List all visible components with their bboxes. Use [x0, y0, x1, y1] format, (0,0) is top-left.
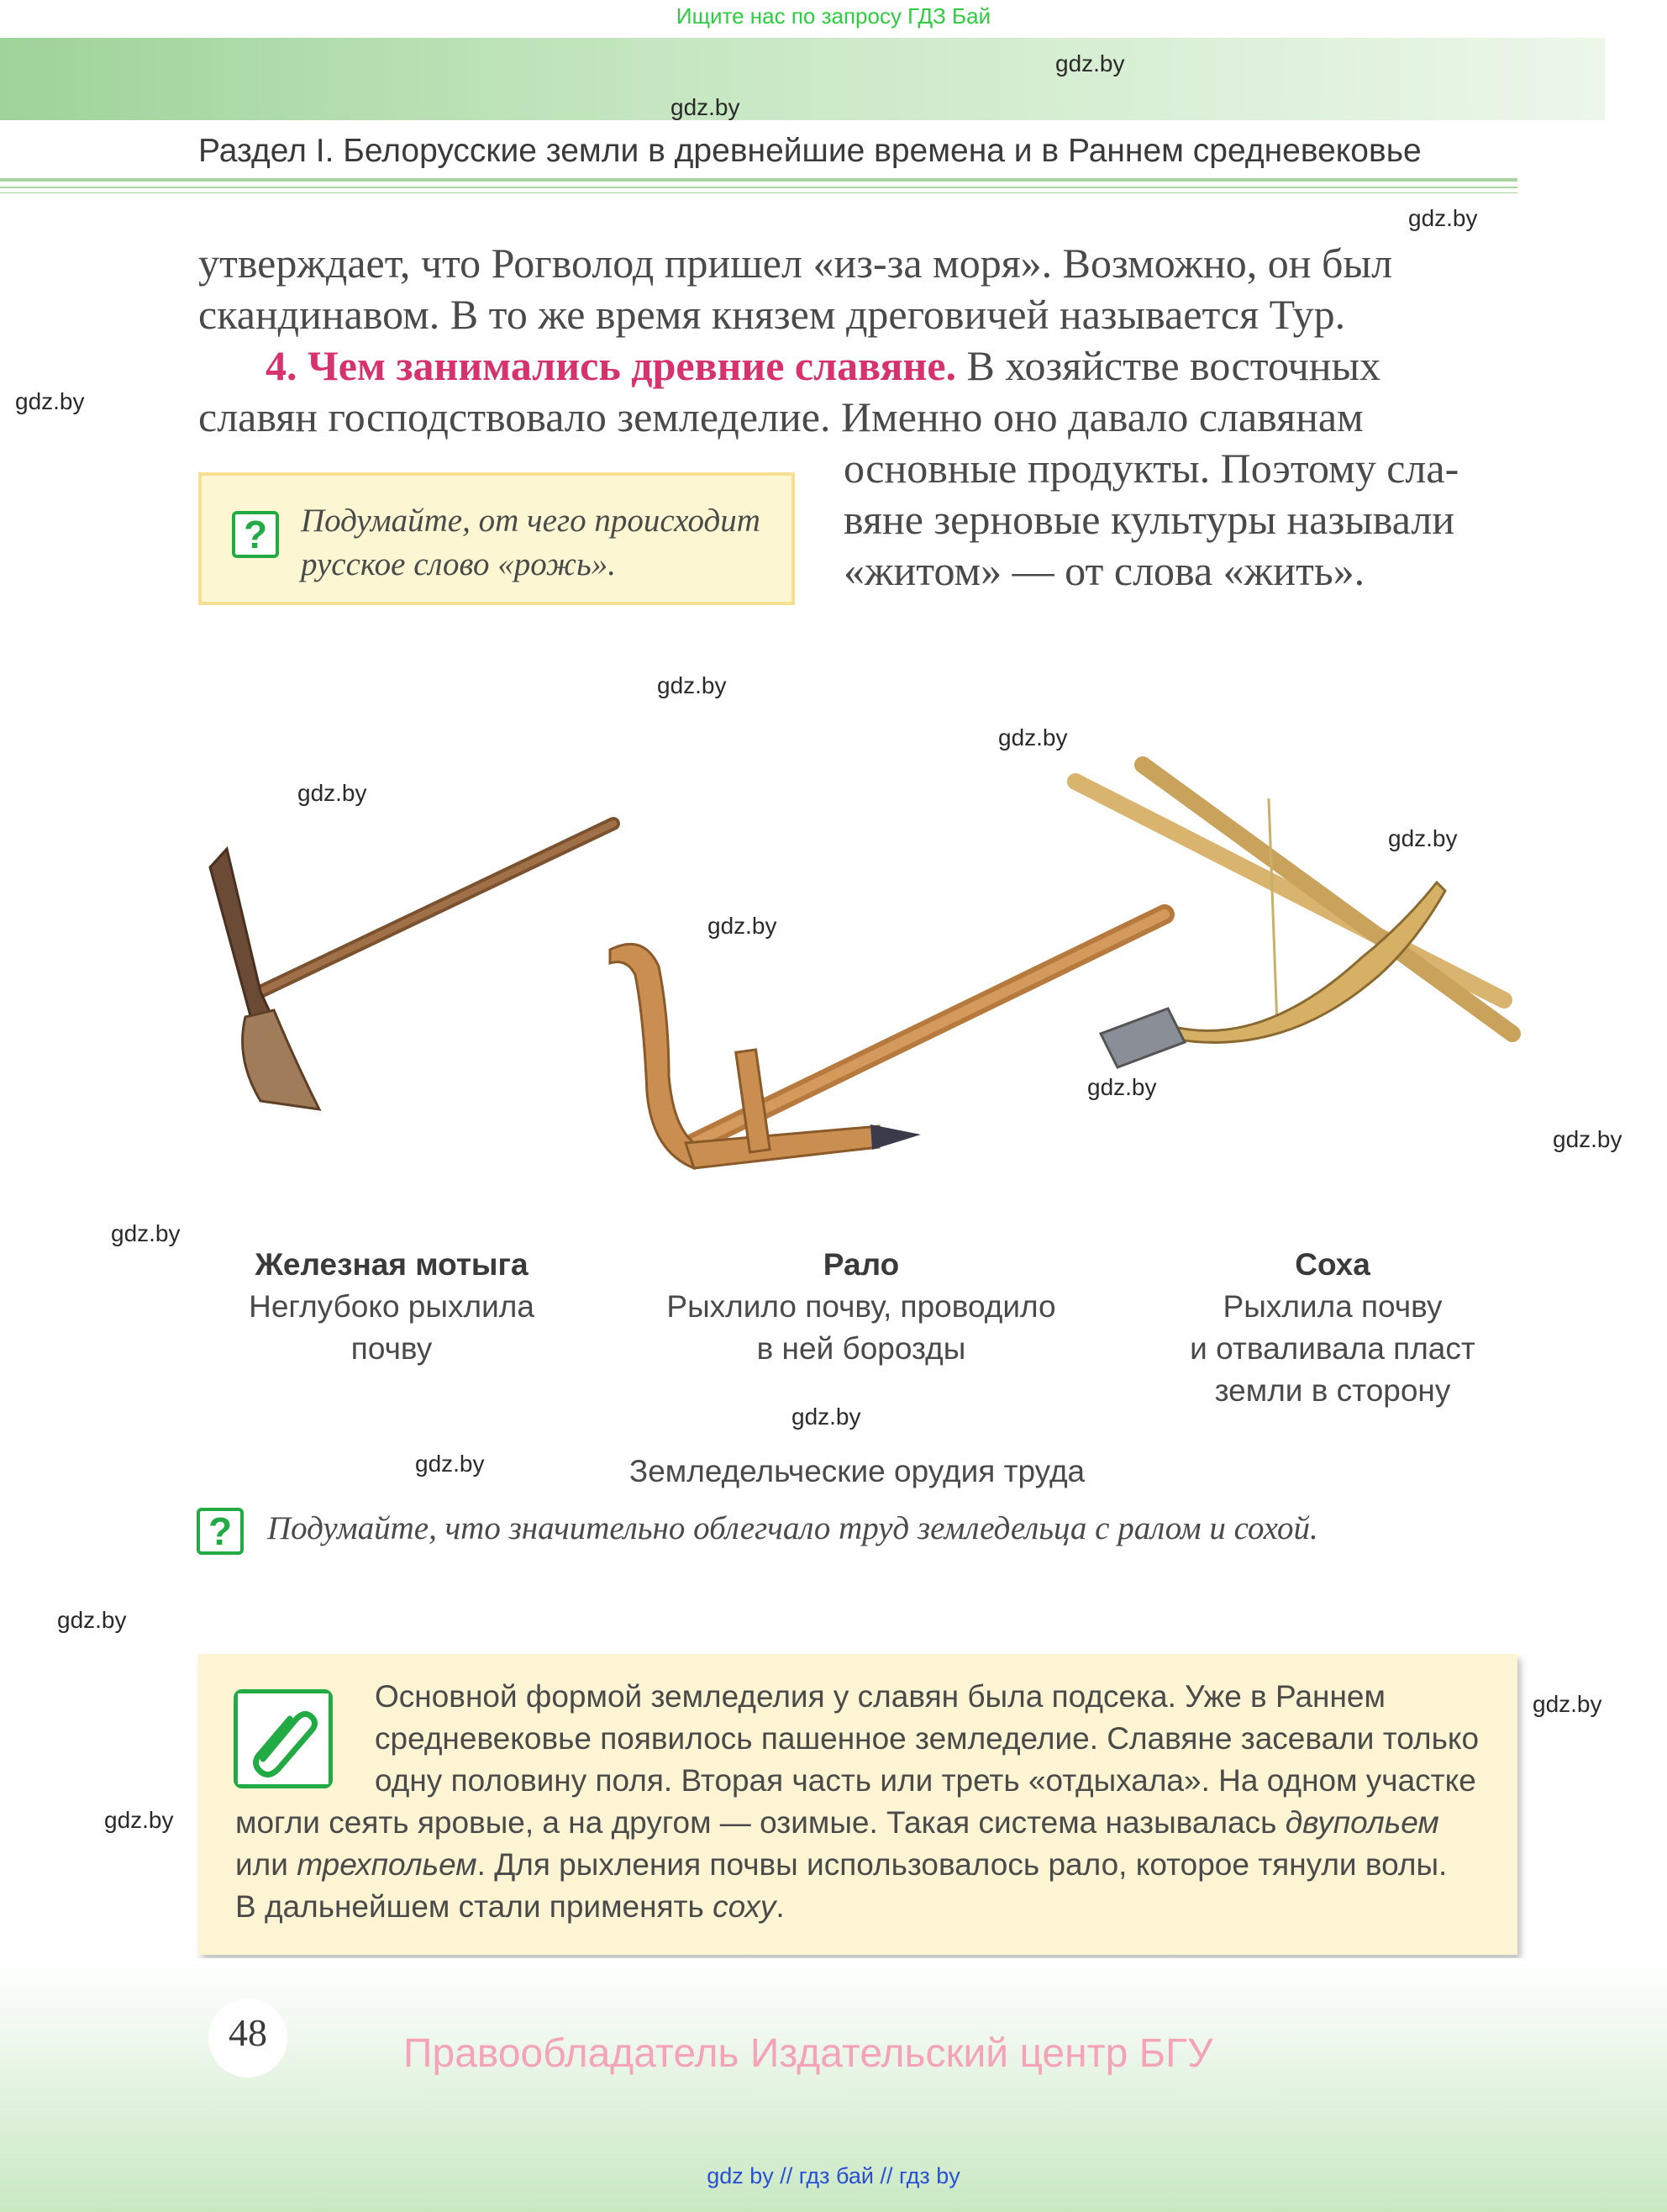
note-term: трехпольем — [297, 1847, 477, 1882]
tool-caption-hoe — [198, 1244, 585, 1370]
think-text — [301, 499, 760, 587]
note-text: . Для рыхления почвы использовалось рало, которое тянули волы. — [476, 1847, 1448, 1882]
watermark: gdz.by — [1533, 1691, 1602, 1717]
watermark: gdz.by — [1087, 1074, 1157, 1100]
watermark: gdz.by — [670, 94, 740, 120]
tool-name: Железная мотыга — [255, 1247, 528, 1282]
search-hint[interactable]: Ищите нас по запросу ГДЗ Бай — [676, 3, 991, 29]
watermark: gdz.by — [1388, 825, 1458, 851]
header-rule — [0, 192, 1517, 193]
watermark: gdz.by — [57, 1607, 127, 1633]
body-line: утверждает, что Рогволод пришел «из-за моря». Возможно, он был — [198, 240, 1393, 287]
tool-desc: Неглубоко рыхлила — [249, 1289, 534, 1324]
note-text: или — [235, 1847, 297, 1882]
tool-name: Рало — [823, 1247, 900, 1282]
watermark: gdz.by — [1553, 1126, 1622, 1152]
question-icon: ? — [197, 1508, 244, 1555]
tool-desc: Рыхлила почву — [1223, 1289, 1443, 1324]
watermark: gdz.by — [1408, 205, 1478, 231]
note-term: соху — [713, 1889, 776, 1924]
header-rule — [0, 178, 1517, 182]
figure-caption: Земледельческие орудия труда — [628, 1454, 1086, 1488]
watermark: gdz.by — [791, 1404, 861, 1430]
tool-name: Соха — [1295, 1247, 1370, 1282]
body-line: скандинавом. В то же время князем дреговичей называется Тур. — [198, 291, 1346, 338]
think-question: Подумайте, что значительно облегчало труд земледельца с ралом и сохой. — [267, 1510, 1318, 1546]
note-box — [198, 1654, 1517, 1955]
watermark: gdz.by — [1055, 50, 1125, 76]
tool-desc: в ней борозды — [756, 1331, 966, 1366]
section-title: Раздел I. Белорусские земли в древнейшие времена и в Раннем средневековье — [198, 133, 1422, 169]
note-text: В дальнейшем стали применять — [235, 1889, 713, 1924]
header-rule — [0, 187, 1517, 188]
note-line: средневековье появилось пашенное земледелие. Славяне засевали только — [375, 1721, 1480, 1756]
think-line: русское слово «рожь». — [301, 546, 616, 582]
body-line: славян господствовало земледелие. Именно оно давало славянам — [198, 393, 1364, 440]
watermark: gdz.by — [998, 724, 1068, 750]
note-line: одну половину поля. Вторая часть или треть «отдыхала». На одном участке — [375, 1763, 1476, 1798]
tool-caption-ralo — [639, 1244, 1084, 1370]
note-line — [235, 1805, 1439, 1841]
watermark: gdz.by — [104, 1807, 174, 1833]
watermark: gdz.by — [707, 913, 777, 939]
watermark: gdz.by — [657, 672, 727, 698]
body-line-rest: В хозяйстве восточных — [956, 342, 1381, 389]
watermark: gdz.by — [15, 388, 85, 414]
tool-desc: почву — [350, 1331, 433, 1366]
think-line: Подумайте, от чего происходит — [301, 503, 760, 539]
copyright: Правообладатель Издательский центр БГУ — [403, 2031, 1213, 2076]
body-line: вяне зерновые культуры называли — [844, 496, 1455, 543]
note-term: двупольем — [1285, 1805, 1439, 1840]
note-line — [235, 1889, 785, 1925]
tool-desc: и отваливала пласт — [1190, 1331, 1475, 1366]
tool-caption-sokha — [1139, 1244, 1526, 1412]
header-band — [0, 38, 1605, 120]
watermark: gdz.by — [297, 780, 367, 806]
tool-desc: земли в сторону — [1214, 1373, 1451, 1408]
sokha-illustration — [1067, 748, 1538, 1084]
note-text: могли сеять яровые, а на другом — озимые. Такая система называлась — [235, 1805, 1286, 1840]
iron-hoe-illustration — [193, 807, 630, 1118]
paperclip-icon — [234, 1689, 333, 1788]
tool-desc: Рыхлило почву, проводило — [666, 1289, 1056, 1324]
subheading: 4. Чем занимались древние славяне. — [266, 342, 957, 389]
watermark: gdz.by — [415, 1451, 485, 1477]
note-text: . — [776, 1889, 785, 1924]
think-box — [198, 472, 795, 605]
body-line: «житом» — от слова «жить». — [844, 547, 1365, 594]
body-line: основные продукты. Поэтому сла- — [844, 445, 1459, 492]
body-line — [266, 340, 1380, 392]
note-line — [235, 1847, 1447, 1883]
footer-links[interactable]: gdz by // гдз бай // гдз by — [707, 2163, 960, 2188]
note-line: Основной формой земледелия у славян была подсека. Уже в Раннем — [375, 1679, 1386, 1714]
question-icon: ? — [232, 511, 279, 558]
watermark: gdz.by — [111, 1220, 181, 1246]
page-number: 48 — [229, 2011, 267, 2054]
